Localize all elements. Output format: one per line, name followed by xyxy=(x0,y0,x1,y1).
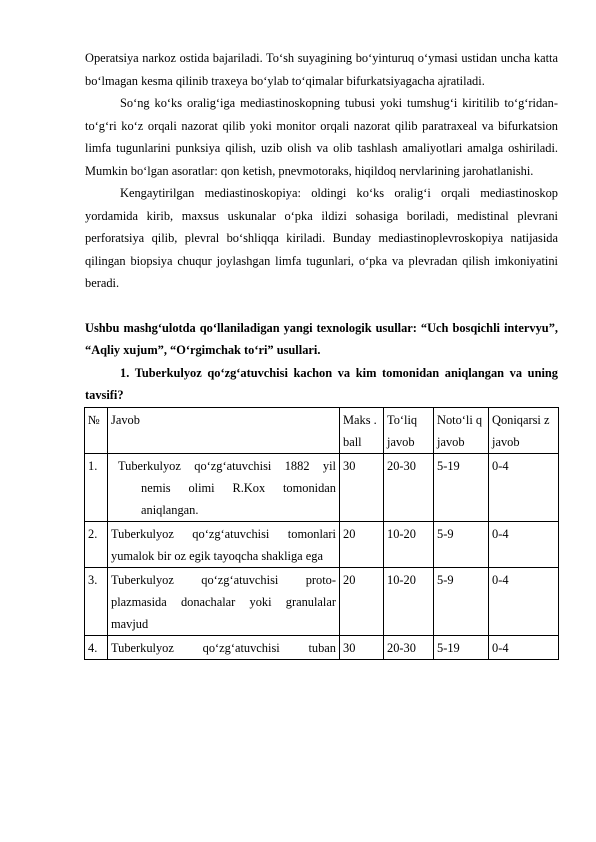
row-answer: Tuberkulyoz qo‘zg‘atuvchisi proto- plazmasida donachalar yoki granulalar mavjud xyxy=(108,567,340,635)
row-partial-answer: 5-9 xyxy=(434,567,489,635)
row-max-ball: 30 xyxy=(340,453,384,521)
header-partial-answer: Noto‘li q javob xyxy=(434,407,489,453)
document-page xyxy=(85,47,558,660)
paragraph: Operatsiya narkoz ostida bajariladi. To‘sh suyagining bo‘yinturuq o‘ymasi ustidan uncha katta bo‘lmagan kesma qilinib traxeya bo‘ylab to‘qimalar bifurkatsiyagacha ajratiladi. xyxy=(85,51,558,88)
table-row xyxy=(85,635,559,659)
row-unsatisfactory-answer: 0-4 xyxy=(489,635,559,659)
row-full-answer: 20-30 xyxy=(384,635,434,659)
paragraph: So‘ng ko‘ks oralig‘iga mediastinoskopning tubusi yoki tumshug‘i kiritilib to‘g‘ridan-to‘g‘ri ko‘z orqali nazorat qilib yoki monitor orqali nazorat qilib paratraxeal va bifurkatsion limfa tugunlarini punksiya qilish, uzib olish va olib tashlash amaliyotlari amalga oshiriladi. Mumkin bo‘lgan asoratlar: qon ketish, pnevmotoraks, hiqildoq nervlarining jarohatlanishi. xyxy=(85,96,558,178)
table-row xyxy=(85,453,559,521)
question-heading: 1. Tuberkulyoz qo‘zg‘atuvchisi kachon va kim tomonidan aniqlangan va uning tavsifi? xyxy=(85,365,558,402)
header-answer: Javob xyxy=(108,407,340,453)
header-max-ball: Maks . ball xyxy=(340,407,384,453)
row-num: 1. xyxy=(85,453,108,521)
row-partial-answer: 5-9 xyxy=(434,521,489,567)
row-num: 3. xyxy=(85,567,108,635)
methods-heading: Ushbu mashg‘ulotda qo‘llaniladigan yangi texnologik usullar: “Uch bosqichli intervyu”, “Aqliy xujum”, “O‘rgimchak to‘ri” usullari. xyxy=(85,320,558,357)
row-num: 2. xyxy=(85,521,108,567)
row-answer: Tuberkulyoz qo‘zg‘atuvchisi 1882 yil nemis olimi R.Kox tomonidan aniqlangan. xyxy=(108,453,340,521)
row-partial-answer: 5-19 xyxy=(434,635,489,659)
row-full-answer: 10-20 xyxy=(384,567,434,635)
row-unsatisfactory-answer: 0-4 xyxy=(489,521,559,567)
row-answer: Tuberkulyoz qo‘zg‘atuvchisi tuban xyxy=(108,635,340,659)
row-num: 4. xyxy=(85,635,108,659)
table-header-row xyxy=(85,407,559,453)
grading-table xyxy=(84,407,559,660)
table-row xyxy=(85,521,559,567)
header-unsatisfactory-answer: Qoniqarsi z javob xyxy=(489,407,559,453)
row-unsatisfactory-answer: 0-4 xyxy=(489,453,559,521)
header-num: № xyxy=(85,407,108,453)
row-answer: Tuberkulyoz qo‘zg‘atuvchisi tomonlari yumalok bir oz egik tayoqcha shakliga ega xyxy=(108,521,340,567)
row-partial-answer: 5-19 xyxy=(434,453,489,521)
row-max-ball: 20 xyxy=(340,567,384,635)
row-max-ball: 30 xyxy=(340,635,384,659)
row-max-ball: 20 xyxy=(340,521,384,567)
row-unsatisfactory-answer: 0-4 xyxy=(489,567,559,635)
row-full-answer: 10-20 xyxy=(384,521,434,567)
row-full-answer: 20-30 xyxy=(384,453,434,521)
paragraph: Kengaytirilgan mediastinoskopiya: oldingi ko‘ks oralig‘i orqali mediastinoskop yordamida kirib, maxsus uskunalar o‘pka ildizi sohasiga boriladi, medistinal plevrani perforatsiya qilib, plevral bo‘shliqqa kiriladi. Bunday mediastinoplevroskopiya natijasida qilingan biopsiya chuqur joylashgan limfa tugunlari, o‘pka va plevradan qilish imkoniyatini beradi. xyxy=(85,186,558,290)
header-full-answer: To‘liq javob xyxy=(384,407,434,453)
table-row xyxy=(85,567,559,635)
